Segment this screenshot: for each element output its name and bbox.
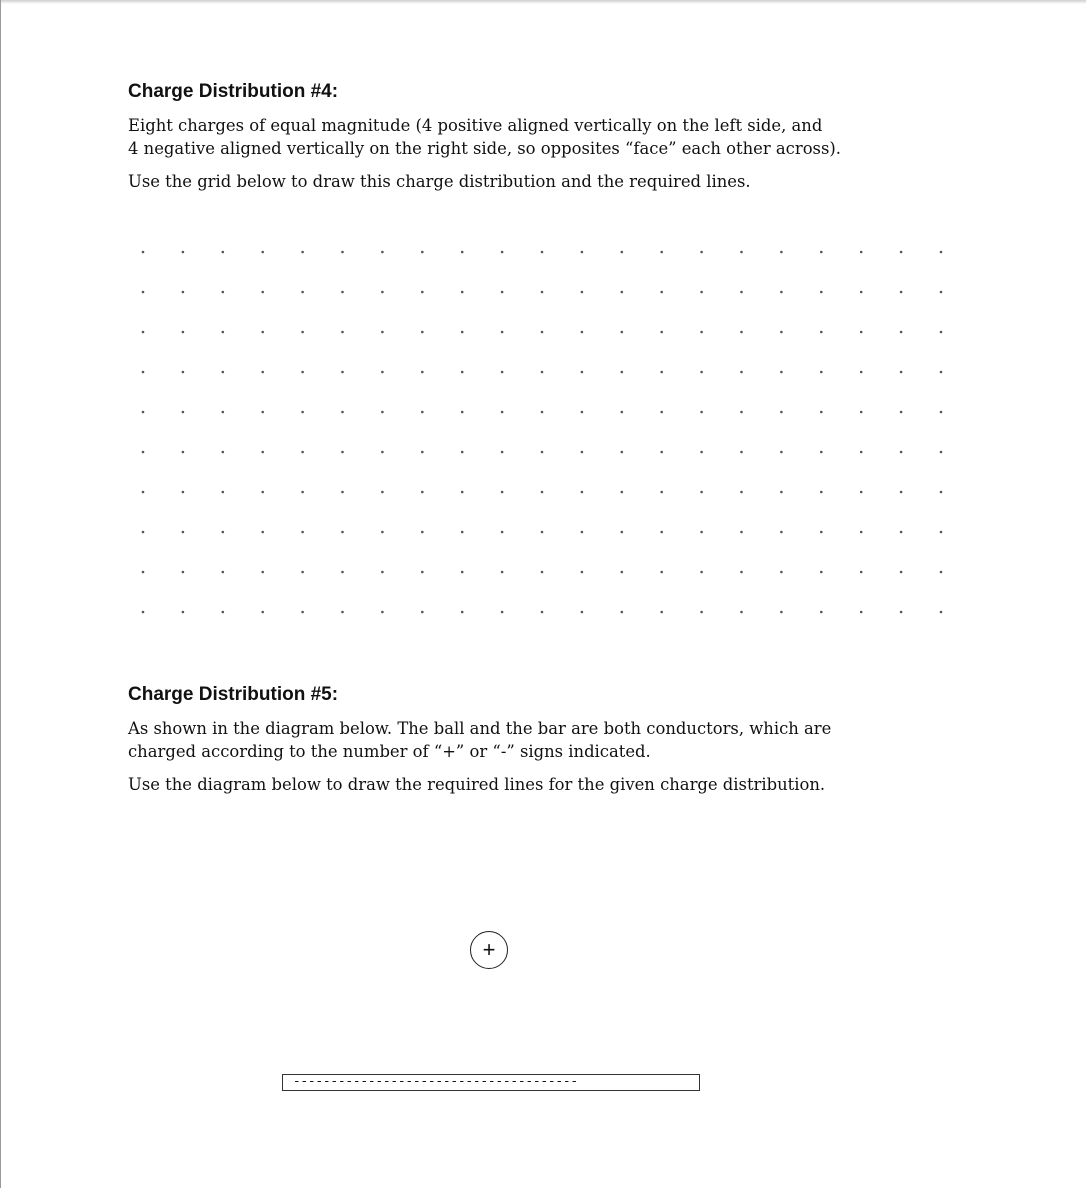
grid-dot xyxy=(142,331,145,334)
grid-dot xyxy=(501,371,504,374)
grid-dot xyxy=(421,611,424,614)
grid-dot xyxy=(700,491,703,494)
grid-dot xyxy=(581,571,584,574)
grid-dot xyxy=(820,531,823,534)
grid-dot xyxy=(501,571,504,574)
grid-dot xyxy=(381,531,384,534)
grid-dot xyxy=(900,291,903,294)
grid-dot xyxy=(940,411,943,414)
grid-dot xyxy=(461,451,464,454)
grid-dot xyxy=(740,411,743,414)
grid-dot xyxy=(261,291,264,294)
grid-dot xyxy=(461,371,464,374)
grid-dot xyxy=(621,571,624,574)
grid-dot xyxy=(581,611,584,614)
grid-dot xyxy=(341,531,344,534)
section5-description-line1: As shown in the diagram below. The ball and the bar are both conductors, which are xyxy=(128,719,832,738)
grid-dot xyxy=(301,491,304,494)
grid-dot xyxy=(461,331,464,334)
grid-dot xyxy=(261,491,264,494)
grid-dot xyxy=(341,611,344,614)
grid-dot xyxy=(501,611,504,614)
grid-dot xyxy=(341,371,344,374)
grid-dot xyxy=(501,491,504,494)
grid-dot xyxy=(860,411,863,414)
grid-dot xyxy=(700,291,703,294)
grid-dot xyxy=(182,531,185,534)
grid-dot xyxy=(700,531,703,534)
grid-dot xyxy=(381,291,384,294)
grid-dot xyxy=(940,491,943,494)
grid-dot xyxy=(820,611,823,614)
grid-dot xyxy=(261,531,264,534)
grid-dot xyxy=(940,571,943,574)
grid-dot xyxy=(700,251,703,254)
grid-dot xyxy=(222,451,225,454)
grid-dot xyxy=(940,451,943,454)
bar-charge-signs: -------------------------------------- xyxy=(293,1075,579,1089)
grid-dot xyxy=(940,331,943,334)
grid-dot xyxy=(820,331,823,334)
grid-dot xyxy=(341,411,344,414)
grid-dot xyxy=(541,611,544,614)
grid-dot xyxy=(581,531,584,534)
grid-dot xyxy=(660,451,663,454)
section4-description-line2: 4 negative aligned vertically on the right side, so opposites “face” each other across). xyxy=(128,139,841,158)
grid-dot xyxy=(940,291,943,294)
grid-dot xyxy=(820,251,823,254)
grid-dot xyxy=(381,451,384,454)
grid-dot xyxy=(581,411,584,414)
grid-dot xyxy=(940,371,943,374)
grid-dot xyxy=(381,491,384,494)
grid-dot xyxy=(860,571,863,574)
grid-dot xyxy=(740,331,743,334)
grid-dot xyxy=(301,531,304,534)
grid-dot xyxy=(421,491,424,494)
grid-dot xyxy=(780,291,783,294)
grid-dot xyxy=(142,371,145,374)
grid-dot xyxy=(740,531,743,534)
grid-dot xyxy=(900,451,903,454)
grid-dot xyxy=(341,251,344,254)
grid-dot xyxy=(222,611,225,614)
grid-dot xyxy=(740,291,743,294)
grid-dot xyxy=(780,371,783,374)
grid-dot xyxy=(301,331,304,334)
grid-dot xyxy=(261,411,264,414)
grid-dot xyxy=(261,611,264,614)
grid-dot xyxy=(700,371,703,374)
grid-dot xyxy=(261,371,264,374)
grid-dot xyxy=(780,331,783,334)
section4-description-line1: Eight charges of equal magnitude (4 positive aligned vertically on the left side, and xyxy=(128,116,823,135)
grid-dot xyxy=(381,411,384,414)
grid-dot xyxy=(182,411,185,414)
grid-dot xyxy=(660,371,663,374)
grid-dot xyxy=(820,451,823,454)
grid-dot xyxy=(222,371,225,374)
grid-dot xyxy=(301,251,304,254)
grid-dot xyxy=(461,531,464,534)
grid-dot xyxy=(621,491,624,494)
section5-instruction: Use the diagram below to draw the required lines for the given charge distribution. xyxy=(128,775,826,794)
grid-dot xyxy=(700,611,703,614)
grid-dot xyxy=(940,531,943,534)
grid-dot xyxy=(142,611,145,614)
grid-dot xyxy=(142,491,145,494)
grid-dot xyxy=(621,251,624,254)
grid-dot xyxy=(541,251,544,254)
section4-instruction: Use the grid below to draw this charge distribution and the required lines. xyxy=(128,172,751,191)
grid-dot xyxy=(222,291,225,294)
grid-dot xyxy=(461,291,464,294)
charged-ball xyxy=(470,931,508,969)
grid-dot xyxy=(780,451,783,454)
grid-dot xyxy=(182,491,185,494)
grid-dot xyxy=(541,291,544,294)
grid-dot xyxy=(740,251,743,254)
grid-dot xyxy=(461,251,464,254)
grid-dot xyxy=(700,331,703,334)
grid-dot xyxy=(660,491,663,494)
grid-dot xyxy=(581,331,584,334)
grid-dot xyxy=(900,371,903,374)
grid-dot xyxy=(780,611,783,614)
charged-bar xyxy=(282,1074,700,1091)
grid-dot xyxy=(621,291,624,294)
grid-dot xyxy=(142,451,145,454)
grid-dot xyxy=(222,331,225,334)
grid-dot xyxy=(261,571,264,574)
grid-dot xyxy=(900,531,903,534)
grid-dot xyxy=(820,371,823,374)
grid-dot xyxy=(421,531,424,534)
grid-dot xyxy=(700,451,703,454)
section4-heading: Charge Distribution #4: xyxy=(128,81,339,102)
grid-dot xyxy=(860,291,863,294)
grid-dot xyxy=(142,251,145,254)
grid-dot xyxy=(940,611,943,614)
grid-dot xyxy=(341,451,344,454)
grid-dot xyxy=(820,291,823,294)
grid-dot xyxy=(621,371,624,374)
grid-dot xyxy=(541,571,544,574)
grid-dot xyxy=(581,251,584,254)
grid-dot xyxy=(501,411,504,414)
grid-dot xyxy=(222,411,225,414)
grid-dot xyxy=(301,291,304,294)
grid-dot xyxy=(182,251,185,254)
grid-dot xyxy=(142,531,145,534)
grid-dot xyxy=(900,411,903,414)
grid-dot xyxy=(660,251,663,254)
grid-dot xyxy=(381,371,384,374)
grid-dot xyxy=(381,331,384,334)
grid-dot xyxy=(421,291,424,294)
grid-dot xyxy=(660,411,663,414)
grid-dot xyxy=(541,411,544,414)
grid-dot xyxy=(780,531,783,534)
grid-dot xyxy=(581,371,584,374)
grid-dot xyxy=(501,251,504,254)
grid-dot xyxy=(301,571,304,574)
grid-dot xyxy=(860,611,863,614)
grid-dot xyxy=(820,411,823,414)
ball-charge-sign: + xyxy=(482,937,496,962)
grid-dot xyxy=(541,531,544,534)
grid-dot xyxy=(700,571,703,574)
grid-dot xyxy=(740,451,743,454)
grid-dot xyxy=(261,251,264,254)
grid-dot xyxy=(341,571,344,574)
grid-dot xyxy=(621,411,624,414)
grid-dot xyxy=(421,251,424,254)
grid-dot xyxy=(182,291,185,294)
grid-dot xyxy=(421,371,424,374)
grid-dot xyxy=(660,331,663,334)
grid-dot xyxy=(301,451,304,454)
grid-dot xyxy=(541,491,544,494)
grid-dot xyxy=(581,291,584,294)
grid-dot xyxy=(461,571,464,574)
grid-dot xyxy=(621,531,624,534)
grid-dot xyxy=(581,491,584,494)
grid-dot xyxy=(182,611,185,614)
grid-dot xyxy=(182,371,185,374)
grid-dot xyxy=(421,331,424,334)
grid-dot xyxy=(301,611,304,614)
grid-dot xyxy=(740,571,743,574)
grid-dot xyxy=(621,331,624,334)
grid-dot xyxy=(660,571,663,574)
grid-dot xyxy=(660,291,663,294)
grid-dot xyxy=(900,611,903,614)
grid-dot xyxy=(341,331,344,334)
grid-dot xyxy=(900,491,903,494)
section5-description-line2: charged according to the number of “+” or “-” signs indicated. xyxy=(128,742,651,761)
grid-dot xyxy=(740,491,743,494)
grid-dot xyxy=(421,571,424,574)
grid-dot xyxy=(780,491,783,494)
grid-dot xyxy=(421,451,424,454)
grid-dot xyxy=(222,531,225,534)
grid-dot xyxy=(142,411,145,414)
grid-dot xyxy=(461,411,464,414)
grid-dot xyxy=(900,251,903,254)
grid-dot xyxy=(501,451,504,454)
grid-dot xyxy=(660,611,663,614)
grid-dot xyxy=(621,611,624,614)
grid-dot xyxy=(940,251,943,254)
grid-dot xyxy=(341,291,344,294)
grid-dot xyxy=(860,531,863,534)
grid-dot xyxy=(900,571,903,574)
grid-dot xyxy=(820,491,823,494)
grid-dot xyxy=(860,331,863,334)
grid-dot xyxy=(461,611,464,614)
grid-dot xyxy=(860,371,863,374)
grid-dot xyxy=(182,571,185,574)
grid-dot xyxy=(301,411,304,414)
grid-dot xyxy=(900,331,903,334)
grid-dot xyxy=(182,451,185,454)
grid-dot xyxy=(860,491,863,494)
grid-dot xyxy=(261,331,264,334)
grid-dot xyxy=(740,371,743,374)
grid-dot xyxy=(222,251,225,254)
grid-dot xyxy=(501,291,504,294)
grid-dot xyxy=(621,451,624,454)
grid-dot xyxy=(860,451,863,454)
grid-dot xyxy=(541,331,544,334)
grid-dot xyxy=(301,371,304,374)
grid-dot xyxy=(860,251,863,254)
grid-dot xyxy=(780,571,783,574)
grid-dot xyxy=(261,451,264,454)
grid-dot xyxy=(780,411,783,414)
grid-dot xyxy=(142,291,145,294)
grid-dot xyxy=(700,411,703,414)
grid-dot xyxy=(341,491,344,494)
grid-dot xyxy=(461,491,464,494)
grid-dot xyxy=(660,531,663,534)
grid-dot xyxy=(541,371,544,374)
grid-dot xyxy=(381,251,384,254)
grid-dot xyxy=(222,491,225,494)
section5-heading: Charge Distribution #5: xyxy=(128,684,339,705)
grid-dot xyxy=(142,571,145,574)
grid-dot xyxy=(541,451,544,454)
grid-dot xyxy=(740,611,743,614)
grid-dot xyxy=(820,571,823,574)
grid-dot xyxy=(182,331,185,334)
grid-dot xyxy=(381,611,384,614)
grid-dot xyxy=(581,451,584,454)
grid-dot xyxy=(381,571,384,574)
grid-dot xyxy=(780,251,783,254)
grid-dot xyxy=(501,331,504,334)
grid-dot xyxy=(421,411,424,414)
grid-dot xyxy=(501,531,504,534)
grid-dot xyxy=(222,571,225,574)
